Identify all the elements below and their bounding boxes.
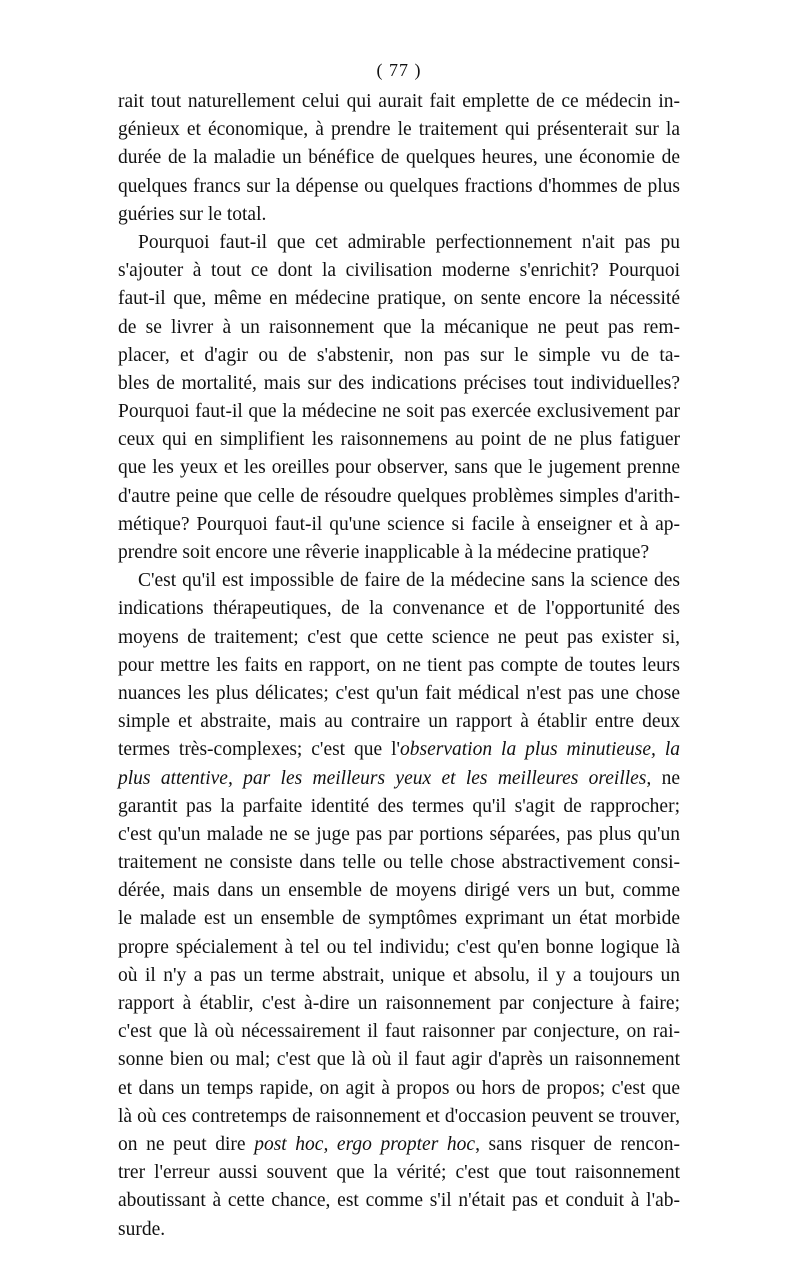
text-line	[118, 821, 680, 849]
text-line	[118, 539, 680, 567]
text-segment: simple et abstraite, mais au contraire un rapport à établir entre deux	[118, 711, 680, 733]
text-segment: rait tout naturellement celui qui aurait fait emplette de ce médecin in-	[118, 91, 680, 112]
text-segment: c'est qu'un malade ne se juge pas par portions séparées, pas plus qu'un	[118, 823, 680, 845]
text-line	[118, 201, 680, 229]
text-segment: dérée, mais dans un ensemble de moyens dirigé vers un but, comme	[118, 880, 680, 902]
text-line	[118, 793, 680, 821]
text-line	[118, 257, 680, 285]
page-number: ( 77 )	[376, 60, 422, 80]
text-line	[118, 1103, 680, 1131]
text-line	[118, 708, 680, 736]
text-segment: d'autre peine que celle de résoudre quelques problèmes simples d'arith-	[118, 485, 680, 507]
text-line	[118, 736, 680, 764]
text-segment: où il n'y a pas un terme abstrait, unique et absolu, il y a toujours un	[118, 964, 680, 986]
text-line	[118, 483, 680, 511]
text-segment: guéries sur le total.	[118, 203, 267, 225]
text-line	[118, 905, 680, 933]
text-line	[118, 567, 680, 595]
text-segment: placer, et d'agir ou de s'abstenir, non pas sur le simple vu de ta-	[118, 344, 680, 366]
text-line	[118, 88, 680, 116]
text-line	[118, 1159, 680, 1187]
text-segment: on ne peut dire	[118, 1133, 255, 1155]
italic-phrase: plus attentive, par les meilleurs yeux et les meilleures oreilles,	[118, 767, 652, 789]
text-line	[118, 511, 680, 539]
text-segment: sonne bien ou mal; c'est que là où il faut agir d'après un raisonnement	[118, 1049, 680, 1071]
text-segment: aboutissant à cette chance, est comme s'il n'était pas et conduit à l'ab-	[118, 1190, 680, 1212]
text-line	[118, 765, 680, 793]
text-line	[118, 1216, 680, 1244]
page-text	[118, 88, 680, 1244]
text-segment: Pourquoi faut-il que cet admirable perfectionnement n'ait pas pu	[138, 231, 680, 253]
text-segment: métique? Pourquoi faut-il qu'une science si facile à enseigner et à ap-	[118, 513, 680, 535]
text-segment: faut-il que, même en médecine pratique, on sente encore la nécessité	[118, 288, 680, 310]
text-segment: de se livrer à un raisonnement que la mécanique ne peut pas rem-	[118, 316, 680, 338]
text-segment: surde.	[118, 1218, 166, 1240]
text-line	[118, 595, 680, 623]
text-line	[118, 144, 680, 172]
text-segment: nuances les plus délicates; c'est qu'un fait médical n'est pas une chose	[118, 682, 680, 704]
text-segment: C'est qu'il est impossible de faire de la médecine sans la science des	[138, 570, 680, 592]
text-segment: trer l'erreur aussi souvent que la vérité; c'est que tout raisonnement	[118, 1162, 680, 1184]
text-line	[118, 1131, 680, 1159]
text-segment: termes très-complexes; c'est que l'	[118, 739, 401, 761]
text-line	[118, 398, 680, 426]
text-segment: que les yeux et les oreilles pour observer, sans que le jugement prenne	[118, 457, 680, 479]
text-line	[118, 116, 680, 144]
book-page	[118, 58, 680, 1244]
text-line	[118, 370, 680, 398]
text-line	[118, 173, 680, 201]
text-segment: propre spécialement à tel ou tel individu; c'est qu'en bonne logique là	[118, 936, 680, 958]
text-line	[118, 285, 680, 313]
text-line	[118, 680, 680, 708]
text-segment: bles de mortalité, mais sur des indications précises tout individuelles?	[118, 372, 680, 394]
text-segment: le malade est un ensemble de symptômes exprimant un état morbide	[118, 908, 680, 930]
text-line	[118, 1046, 680, 1074]
text-line	[118, 314, 680, 342]
text-line	[118, 962, 680, 990]
text-line	[118, 849, 680, 877]
text-segment: et dans un temps rapide, on agit à propos ou hors de propos; c'est que	[118, 1077, 680, 1099]
text-segment: indications thérapeutiques, de la convenance et de l'opportunité des	[118, 598, 680, 620]
text-segment: Pourquoi faut-il que la médecine ne soit pas exercée exclusivement par	[118, 401, 680, 423]
text-segment: là où ces contretemps de raisonnement et d'occasion peuvent se trouver,	[118, 1105, 680, 1127]
text-segment: c'est que là où nécessairement il faut raisonner par conjecture, on rai-	[118, 1021, 680, 1043]
text-line	[118, 342, 680, 370]
text-segment: traitement ne consiste dans telle ou telle chose abstractivement consi-	[118, 852, 680, 874]
text-segment: , sans risquer de rencon-	[475, 1133, 681, 1155]
text-segment: prendre soit encore une rêverie inapplicable à la médecine pratique?	[118, 542, 650, 563]
text-line	[118, 229, 680, 257]
text-line	[118, 877, 680, 905]
text-line	[118, 1075, 680, 1103]
text-segment: garantit pas la parfaite identité des termes qu'il s'agit de rapprocher;	[118, 795, 680, 817]
text-segment: quelques francs sur la dépense ou quelques fractions d'hommes de plus	[118, 175, 680, 197]
text-line	[118, 990, 680, 1018]
text-segment: durée de la maladie un bénéfice de quelques heures, une économie de	[118, 147, 680, 169]
italic-phrase: observation la plus minutieuse, la	[400, 739, 680, 761]
text-line	[118, 454, 680, 482]
text-segment: pour mettre les faits en rapport, on ne tient pas compte de toutes leurs	[118, 654, 680, 676]
italic-phrase: post hoc, ergo propter hoc	[254, 1133, 476, 1155]
text-line	[118, 1018, 680, 1046]
text-segment: ne	[651, 767, 681, 789]
text-line	[118, 934, 680, 962]
text-segment: ceux qui en simplifient les raisonnemens au point de ne plus fatiguer	[118, 429, 680, 451]
text-segment: génieux et économique, à prendre le traitement qui présenterait sur la	[118, 119, 680, 141]
text-segment: rapport à établir, c'est à-dire un raisonnement par conjecture à faire;	[118, 993, 680, 1014]
text-segment: s'ajouter à tout ce dont la civilisation moderne s'enrichit? Pourquoi	[118, 260, 680, 282]
text-line	[118, 652, 680, 680]
text-line	[118, 624, 680, 652]
text-line	[118, 426, 680, 454]
text-line	[118, 1187, 680, 1215]
text-segment: moyens de traitement; c'est que cette science ne peut pas exister si,	[118, 626, 680, 648]
